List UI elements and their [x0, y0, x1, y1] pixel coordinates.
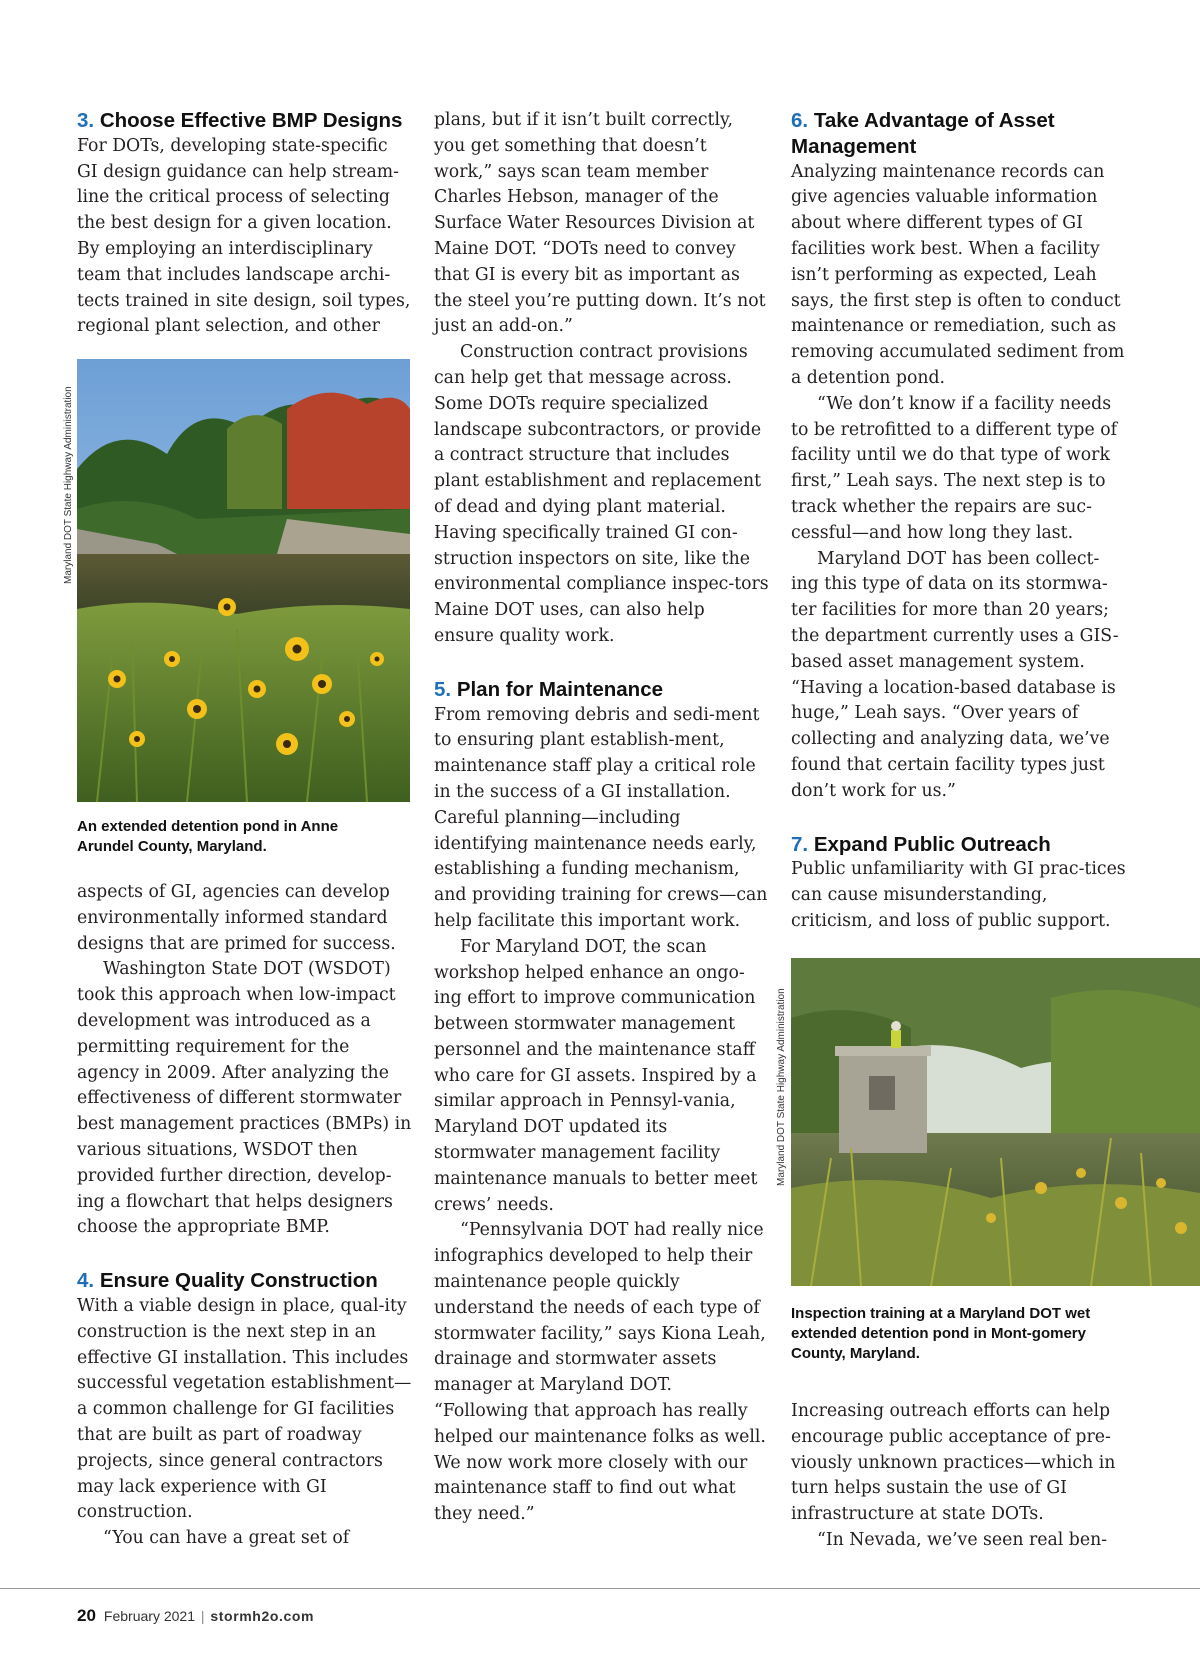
- column-1: [77, 108, 412, 340]
- paragraph: Public unfamiliarity with GI prac-tices can cause misunderstanding, criticism, and loss of public support.: [791, 859, 1126, 931]
- site-link[interactable]: stormh2o.com: [210, 1608, 315, 1624]
- heading-asset-management: 6. Take Advantage of Asset Management: [791, 109, 1055, 158]
- page-number: 20: [77, 1606, 96, 1625]
- paragraph: Maryland DOT has been collect-ing this type of data on its stormwa-ter facilities for more than 20 years; the department currently uses a GIS-based asset management system. “Having a location-based database is huge,” Leah says. “Over years of collecting and analyzing data, we’ve found that certain facility types just don’t work for us.”: [791, 548, 1119, 801]
- paragraph: Increasing outreach efforts can help encourage public acceptance of pre-viously unknown practices—which in turn helps sustain the use of GI infrastructure at state DOTs.: [791, 1401, 1116, 1525]
- paragraph: With a viable design in place, qual-ity construction is the next step in an effective GI installation. This includes successful vegetation establishment—a common challenge for GI facilities that are built as part of roadway projects, since general contractors may lack experience with GI construction.: [77, 1295, 412, 1523]
- footer-rule: [0, 1588, 1200, 1589]
- paragraph: From removing debris and sedi-ment to ensuring plant establish-ment, maintenance staff play a critical role in the success of a GI installation. Careful planning—including identifying maintenance needs early, establishing a funding mechanism, and providing training for crews—can help facilitate this important work.: [434, 704, 768, 931]
- pond-photo: [77, 359, 410, 802]
- heading-plan-maintenance: 5. Plan for Maintenance: [434, 677, 663, 701]
- paragraph: Washington State DOT (WSDOT) took this approach when low-impact development was introduced as a permitting requirement for the agency in 2009. After analyzing the effectiveness of different stormwater best management practices (BMPs) in various situations, WSDOT then provided further direction, develop-ing a flowchart that helps designers choose the appropriate BMP.: [77, 959, 412, 1238]
- heading-public-outreach: 7. Expand Public Outreach: [791, 832, 1051, 856]
- paragraph: “In Nevada, we’ve seen real ben-: [817, 1529, 1108, 1550]
- paragraph: plans, but if it isn’t built correctly, you get something that doesn’t work,” says scan team member Charles Hebson, manager of the Surface Water Resources Division at Maine DOT. “DOTs need to convey that GI is every bit as important as the steel you’re putting down. It’s not just an add-on.”: [434, 110, 766, 337]
- footer-separator: |: [200, 1608, 205, 1624]
- photo-credit: Maryland DOT State Highway Administration: [776, 988, 787, 1186]
- photo-caption: An extended detention pond in Anne Arundel County, Maryland.: [77, 818, 339, 855]
- column-1-continued: [77, 880, 412, 1552]
- paragraph: For DOTs, developing state-specific GI design guidance can help stream-line the critical process of selecting the best design for a given location. By employing an interdisciplinary team that includes landscape archi-tects trained in site design, soil types, regional plant selection, and other: [77, 135, 411, 337]
- paragraph: “We don’t know if a facility needs to be retrofitted to a different type of facility until we do that type of work first,” Leah says. The next step is to track whether the repairs are suc-cessful—and how long they last.: [791, 393, 1117, 543]
- paragraph: For Maryland DOT, the scan workshop helped enhance an ongo-ing effort to improve communication between stormwater management personnel and the maintenance staff who care for GI assets. Inspired by a similar approach in Pennsyl-vania, Maryland DOT updated its stormwater management facility maintenance manuals to better meet crews’ needs.: [434, 936, 758, 1215]
- photo-caption: Inspection training at a Maryland DOT wet extended detention pond in Mont-gomery County, Maryland.: [791, 1305, 1091, 1362]
- paragraph: aspects of GI, agencies can develop environmentally informed standard designs that are primed for success.: [77, 882, 396, 954]
- column-3-continued: [791, 1399, 1127, 1554]
- paragraph: Construction contract provisions can help get that message across. Some DOTs require specialized landscape subcontractors, or provide a contract structure that includes plant establishment and replacement of dead and dying plant material. Having specifically trained GI con-struction inspectors on site, like the environmental compliance inspec-tors Maine DOT uses, can also help ensure quality work.: [434, 342, 769, 646]
- inspection-photo: [791, 958, 1200, 1286]
- paragraph: “Pennsylvania DOT had really nice infographics developed to help their maintenance people quickly understand the needs of each type of stormwater facility,” says Kiona Leah, drainage and stormwater assets manager at Maryland DOT. “Following that approach has really helped our maintenance folks as well. We now work more closely with our maintenance staff to find out what they need.”: [434, 1220, 766, 1525]
- column-3: [791, 108, 1127, 935]
- page-footer: [77, 1606, 314, 1626]
- column-2: [434, 108, 769, 1528]
- heading-quality-construction: 4. Ensure Quality Construction: [77, 1269, 378, 1293]
- photo-credit: Maryland DOT State Highway Administration: [63, 386, 74, 584]
- paragraph: Analyzing maintenance records can give agencies valuable information about where different types of GI facilities work best. When a facility isn’t performing as expected, Leah says, the first step is often to conduct maintenance or remediation, such as removing accumulated sediment from a detention pond.: [791, 161, 1125, 388]
- heading-choose-bmp: 3. Choose Effective BMP Designs: [77, 109, 403, 132]
- issue-date: February 2021: [103, 1608, 195, 1624]
- paragraph: “You can have a great set of: [103, 1528, 350, 1549]
